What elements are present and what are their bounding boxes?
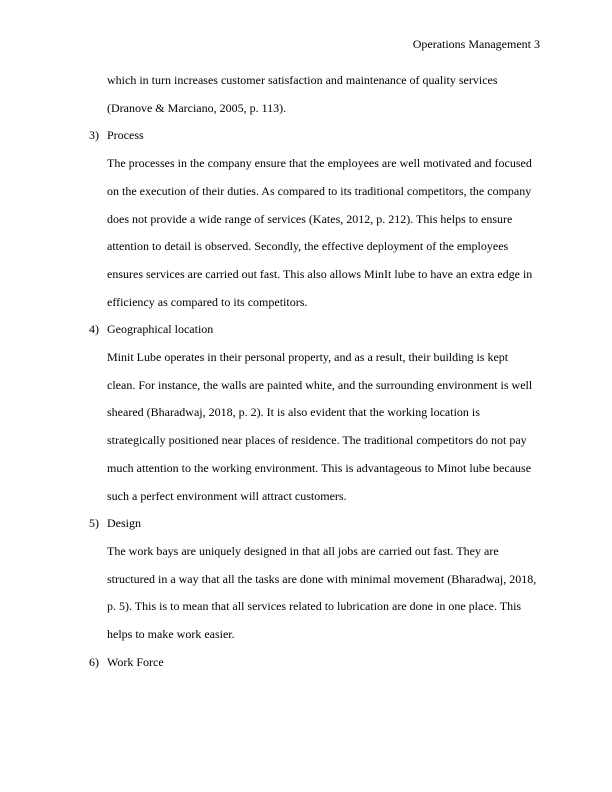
text-line: helps to make work easier. <box>107 627 235 642</box>
list-number: 5) <box>89 516 99 531</box>
text-line: ensures services are carried out fast. This also allows MinIt lube to have an extra edge in <box>107 266 533 281</box>
text-line: The work bays are uniquely designed in that all jobs are carried out fast. They are <box>107 543 499 558</box>
running-head: Operations Management 3 <box>412 37 540 51</box>
list-item-heading-geographical-location <box>0 316 612 344</box>
text-line: The processes in the company ensure that the employees are well motivated and focused <box>107 156 532 171</box>
text-line: p. 5). This is to mean that all services related to lubrication are done in one place. This <box>107 599 522 614</box>
section-title: Work Force <box>107 654 164 669</box>
list-item-heading-work-force <box>0 649 612 677</box>
text-line: such a perfect environment will attract customers. <box>107 488 347 503</box>
section-title: Design <box>107 516 141 531</box>
text-line: which in turn increases customer satisfaction and maintenance of quality services <box>107 73 498 87</box>
section-title: Geographical location <box>107 322 214 337</box>
paragraph-process <box>0 150 612 316</box>
text-line: clean. For instance, the walls are painted white, and the surrounding environment is well <box>107 377 533 392</box>
text-line: structured in a way that all the tasks are done with minimal movement (Bharadwaj, 2018, <box>107 571 537 586</box>
section-title: Process <box>107 128 144 143</box>
list-item-heading-process <box>0 122 612 150</box>
text-line: efficiency as compared to its competitors. <box>107 294 308 309</box>
paragraph-design <box>0 538 612 649</box>
text-line: sheared (Bharadwaj, 2018, p. 2). It is also evident that the working location is <box>107 405 480 420</box>
text-line: on the execution of their duties. As compared to its traditional competitors, the company <box>107 183 532 198</box>
text-line: strategically positioned near places of residence. The traditional competitors do not pay <box>107 433 527 448</box>
list-item-heading-design <box>0 510 612 538</box>
text-line: much attention to the working environment. This is advantageous to Minot lube because <box>107 460 532 475</box>
paragraph-intro-continuation <box>0 67 612 122</box>
list-number: 6) <box>89 654 99 669</box>
text-line: (Dranove & Marciano, 2005, p. 113). <box>107 100 287 115</box>
text-line: Minit Lube operates in their personal property, and as a result, their building is kept <box>107 350 509 365</box>
list-number: 3) <box>89 128 99 143</box>
list-number: 4) <box>89 322 99 337</box>
document-body <box>0 67 612 676</box>
paragraph-geographical-location <box>0 344 612 510</box>
text-line: does not provide a wide range of services (Kates, 2012, p. 212). This helps to ensure <box>107 211 513 226</box>
text-line: attention to detail is observed. Secondly, the effective deployment of the employees <box>107 239 509 254</box>
